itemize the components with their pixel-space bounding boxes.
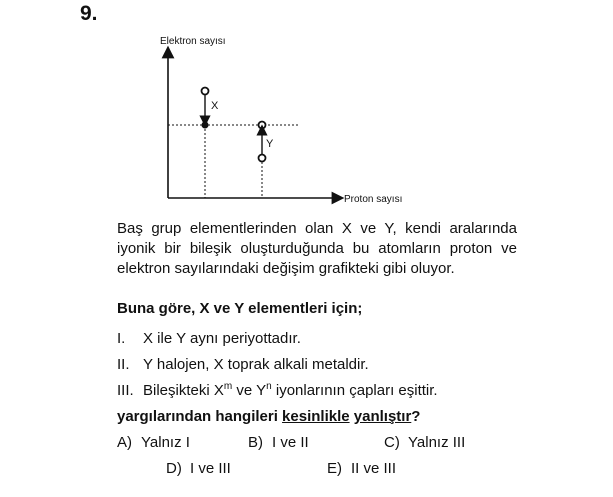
x-initial-point — [202, 88, 209, 95]
y-axis-label: Elektron sayısı — [160, 36, 226, 47]
conclusion-question-mark: ? — [411, 408, 421, 425]
option-letter: D) — [166, 460, 182, 477]
option-text: Yalnız I — [141, 434, 190, 451]
question-number: 9. — [80, 2, 98, 25]
statement-numeral: II. — [117, 356, 130, 373]
statement-text: Y halojen, X toprak alkali metaldir. — [143, 356, 369, 373]
option-b[interactable] — [248, 434, 309, 451]
statement-2 — [117, 356, 369, 373]
y-initial-point — [259, 155, 266, 162]
option-letter: C) — [384, 434, 400, 451]
option-c[interactable] — [384, 434, 465, 451]
question-paragraph: Baş grup elementlerinden olan X ve Y, kendi aralarında iyonik bir bileşik oluşturduğunda bu atomların proton ve elektron sayılarındaki değişim grafikteki gibi oluyor. — [117, 220, 517, 277]
x-final-point — [202, 122, 209, 129]
option-e[interactable] — [327, 460, 396, 477]
x-point-label: X — [211, 100, 219, 112]
statement-numeral: III. — [117, 382, 134, 399]
x-charge-superscript: m — [223, 381, 233, 392]
x-axis-label: Proton sayısı — [344, 194, 403, 205]
y-charge-superscript: n — [266, 381, 272, 392]
statement-text: X ile Y aynı periyottadır. — [143, 330, 301, 347]
option-text: Yalnız III — [408, 434, 466, 451]
statement-numeral: I. — [117, 330, 126, 347]
option-letter: E) — [327, 460, 342, 477]
y-final-point — [259, 122, 266, 129]
option-d[interactable] — [166, 460, 231, 477]
conclusion-emphasis-2: yanlıştır — [353, 408, 412, 425]
y-point-label: Y — [266, 138, 274, 150]
statement-3 — [117, 382, 438, 399]
option-text: I ve III — [190, 460, 231, 477]
conclusion-text: yargılarından hangileri — [117, 408, 283, 425]
option-letter: A) — [117, 434, 132, 451]
option-text: II ve III — [351, 460, 397, 477]
statement-text-mid: ve Y — [232, 382, 267, 399]
electron-proton-graph — [0, 0, 613, 215]
question-prompt: Buna göre, X ve Y elementleri için; — [117, 300, 363, 317]
option-letter: B) — [248, 434, 263, 451]
statement-text-after: iyonlarının çapları eşittir. — [271, 382, 438, 399]
option-a[interactable] — [117, 434, 190, 451]
option-text: I ve II — [272, 434, 309, 451]
question-conclusion — [117, 408, 420, 425]
statement-1 — [117, 330, 301, 347]
conclusion-emphasis-1: kesinlikle — [282, 408, 350, 425]
statement-text-before: Bileşikteki X — [143, 382, 224, 399]
